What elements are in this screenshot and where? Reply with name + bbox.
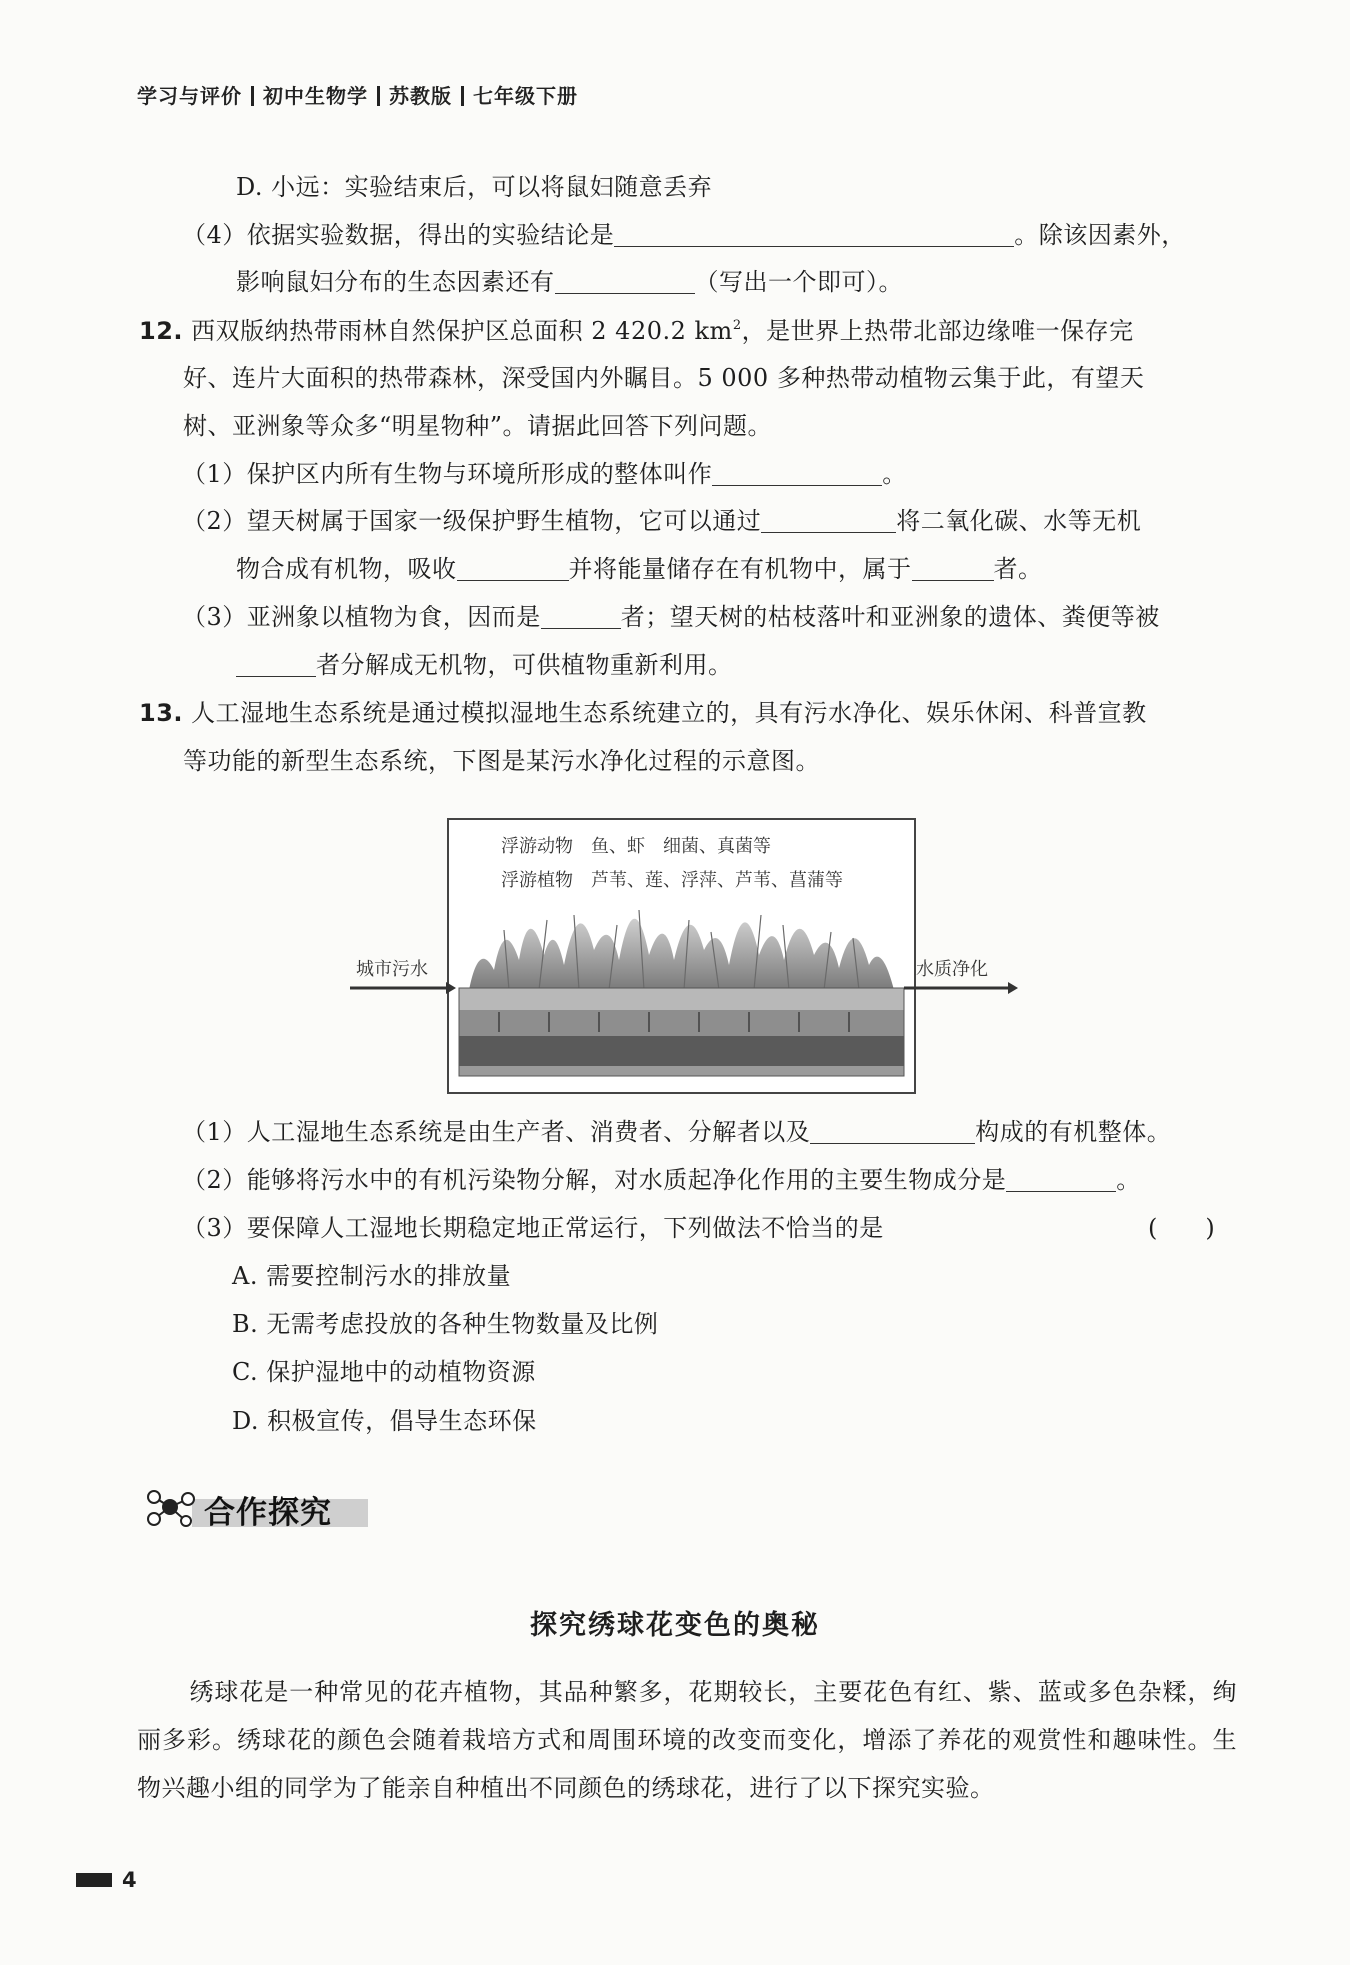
- answer-blank[interactable]: [457, 556, 569, 581]
- gravel-layer: [459, 988, 904, 1010]
- answer-blank[interactable]: [614, 222, 1014, 247]
- q12-part2-line1: （2）望天树属于国家一级保护野生植物，它可以通过 将二氧化碳、水等无机: [182, 507, 1142, 535]
- answer-blank[interactable]: [810, 1119, 975, 1144]
- outlet-arrow-icon: [902, 980, 1020, 996]
- q13-part1: （1）人工湿地生态系统是由生产者、消费者、分解者以及 构成的有机整体。: [182, 1118, 1172, 1146]
- q13-part2: （2）能够将污水中的有机污染物分解，对水质起净化作用的主要生物成分是 。: [182, 1166, 1141, 1194]
- figure-label-plants: 浮游植物 芦苇、莲、浮萍、芦苇、菖蒲等: [501, 870, 843, 891]
- q12-part3-line2: 者分解成无机物，可供植物重新利用。: [236, 650, 733, 680]
- wetland-diagram: [447, 818, 916, 1094]
- header-series: 学习与评价: [137, 84, 242, 108]
- running-header: [137, 80, 578, 109]
- page-number: 4: [76, 1868, 137, 1892]
- figure-label-outlet: 水质净化: [916, 959, 988, 980]
- inlet-arrow-icon: [348, 980, 458, 996]
- q12-stem-line2: 好、连片大面积的热带森林，深受国内外瞩目。5 000 多种热带动植物云集于此，有望天: [183, 364, 1145, 392]
- q13-option-d: D. 积极宣传，倡导生态环保: [232, 1407, 537, 1435]
- reeds-vegetation-icon: [469, 910, 894, 990]
- answer-blank[interactable]: [761, 508, 896, 533]
- answer-blank[interactable]: [712, 461, 882, 486]
- q12-part1: （1）保护区内所有生物与环境所形成的整体叫作 。: [182, 460, 907, 488]
- q11-option-d: D. 小远：实验结束后，可以将鼠妇随意丢弃: [236, 173, 713, 201]
- header-subject: 初中生物学: [263, 84, 368, 108]
- q12-part2-line2: 物合成有机物，吸收 并将能量储存在有机物中，属于 者。: [236, 555, 1043, 583]
- q13-part3: （3）要保障人工湿地长期稳定地正常运行，下列做法不恰当的是: [182, 1214, 884, 1242]
- header-edition: 苏教版: [389, 84, 452, 108]
- q13-option-b: B. 无需考虑投放的各种生物数量及比例: [232, 1310, 659, 1338]
- answer-parentheses[interactable]: ( ): [1148, 1214, 1215, 1242]
- header-divider: [461, 86, 464, 106]
- q13-stem-line2: 等功能的新型生态系统，下图是某污水净化过程的示意图。: [183, 747, 820, 775]
- figure-label-inlet: 城市污水: [356, 959, 428, 980]
- figure-label-animals: 浮游动物 鱼、虾 细菌、真菌等: [501, 836, 771, 857]
- header-grade: 七年级下册: [473, 84, 578, 108]
- banner-title: 合作探究: [204, 1495, 332, 1531]
- answer-blank[interactable]: [1006, 1167, 1116, 1192]
- soil-layer: [459, 1036, 904, 1066]
- q13-stem-line1: 13. 人工湿地生态系统是通过模拟湿地生态系统建立的，具有污水净化、娱乐休闲、科普宣教: [139, 699, 1147, 727]
- q11-part4-line2: 影响鼠妇分布的生态因素还有 （写出一个即可）。: [236, 268, 903, 296]
- answer-blank[interactable]: [912, 556, 994, 581]
- question-number: 12.: [139, 317, 184, 345]
- q12-stem-line3: 树、亚洲象等众多“明星物种”。请据此回答下列问题。: [183, 412, 773, 440]
- answer-blank[interactable]: [541, 604, 621, 629]
- q13-option-a: A. 需要控制污水的排放量: [232, 1262, 512, 1290]
- page-marker: [76, 1873, 112, 1887]
- q12-stem-line1: 12. 西双版纳热带雨林自然保护区总面积 2 420.2 $km^2$，是世界上热带北部边缘唯一保存完: [139, 317, 1134, 345]
- q12-part3-line1: （3）亚洲象以植物为食，因而是 者；望天树的枯枝落叶和亚洲象的遗体、粪便等被: [182, 603, 1160, 631]
- header-divider: [377, 86, 380, 106]
- section-paragraph: 绣球花是一种常见的花卉植物，其品种繁多，花期较长，主要花色有红、紫、蓝或多色杂糅，绚丽多彩。绣球花的颜色会随着栽培方式和周围环境的改变而变化，增添了养花的观赏性和趣味性。生物兴趣小组的同学为了能亲自种植出不同颜色的绣球花，进行了以下探究实验。: [137, 1678, 1237, 1802]
- answer-blank[interactable]: [236, 652, 316, 677]
- header-divider: [251, 86, 254, 106]
- question-number: 13.: [139, 699, 184, 727]
- q11-part4-line1: （4）依据实验数据，得出的实验结论是 。除该因素外，: [182, 221, 1186, 249]
- q13-option-c: C. 保护湿地中的动植物资源: [232, 1358, 536, 1386]
- base-layer: [459, 1066, 904, 1076]
- cooperative-inquiry-banner: [140, 1483, 368, 1531]
- section-title: 探究绣球花变色的奥秘: [530, 1610, 820, 1641]
- wetland-illustration: [449, 820, 914, 1092]
- answer-blank[interactable]: [555, 269, 695, 294]
- sand-layer: [459, 1010, 904, 1036]
